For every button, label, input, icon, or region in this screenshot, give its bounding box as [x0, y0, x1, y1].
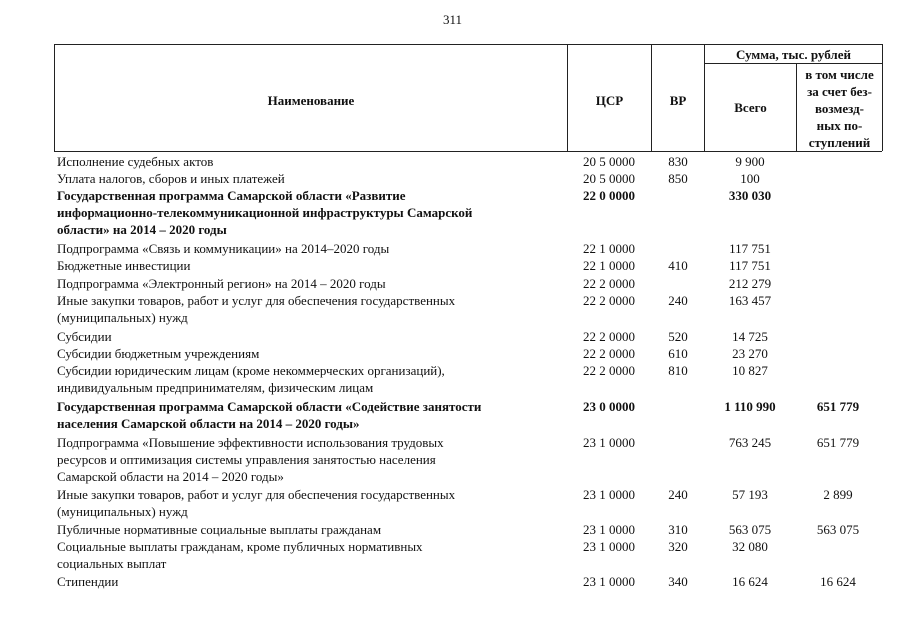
row-name-line: Публичные нормативные социальные выплаты гражданам	[57, 522, 382, 537]
row-name-line: ресурсов и оптимизация системы управления занятостью населения	[57, 452, 436, 467]
row-name-line: (муниципальных) нужд	[57, 310, 188, 325]
row-csr: 22 1 0000	[583, 258, 635, 273]
row-name	[57, 275, 567, 292]
header-top-border	[54, 44, 882, 45]
row-csr: 22 2 0000	[583, 329, 635, 344]
row-name	[57, 292, 567, 326]
row-vr: 610	[668, 346, 688, 361]
row-name	[57, 538, 567, 572]
row-name-line: Государственная программа Самарской области «Развитие	[57, 188, 406, 203]
page-number: 311	[442, 12, 463, 27]
row-vr: 310	[668, 522, 688, 537]
header-free-line: ступлений	[808, 135, 871, 150]
header-name: Наименование	[267, 93, 355, 108]
row-vr: 410	[668, 258, 688, 273]
row-vr: 240	[668, 293, 688, 308]
row-csr: 20 5 0000	[583, 171, 635, 186]
row-name-line: Социальные выплаты гражданам, кроме публичных нормативных	[57, 539, 423, 554]
row-free-receipts: 563 075	[816, 522, 860, 537]
row-name-line: Иные закупки товаров, работ и услуг для обеспечения государственных	[57, 293, 456, 308]
row-name	[57, 362, 567, 396]
row-name-line: Уплата налогов, сборов и иных платежей	[57, 171, 285, 186]
row-name-line: Бюджетные инвестиции	[57, 258, 191, 273]
header-right-border	[882, 44, 883, 151]
header-sum-group: Сумма, тыс. рублей	[736, 47, 851, 62]
row-free-receipts: 651 779	[816, 399, 860, 414]
header-free-line: ных по-	[816, 118, 863, 133]
row-name	[57, 240, 567, 257]
row-csr: 23 0 0000	[583, 399, 635, 414]
row-csr: 23 1 0000	[583, 539, 635, 554]
row-free-receipts: 16 624	[820, 574, 856, 589]
row-csr: 22 0 0000	[583, 188, 635, 203]
row-csr: 20 5 0000	[583, 154, 635, 169]
row-total: 57 193	[732, 487, 768, 502]
row-name	[57, 434, 567, 485]
row-name	[57, 153, 567, 170]
row-name-line: индивидуальным предпринимателям, физическим лицам	[57, 380, 374, 395]
row-vr: 240	[668, 487, 688, 502]
row-name-line: Субсидии	[57, 329, 112, 344]
row-total: 763 245	[728, 435, 772, 450]
row-name-line: Субсидии бюджетным учреждениям	[57, 346, 260, 361]
row-total: 9 900	[735, 154, 765, 169]
row-name-line: Подпрограмма «Повышение эффективности использования трудовых	[57, 435, 444, 450]
row-vr: 850	[668, 171, 688, 186]
row-name	[57, 328, 567, 345]
header-csr: ЦСР	[595, 93, 624, 108]
row-name-line: населения Самарской области на 2014 – 2020 годы»	[57, 416, 360, 431]
row-total: 163 457	[728, 293, 772, 308]
row-name-line: Подпрограмма «Электронный регион» на 2014 – 2020 годы	[57, 276, 386, 291]
row-total: 212 279	[728, 276, 772, 291]
row-vr: 830	[668, 154, 688, 169]
row-name-line: социальных выплат	[57, 556, 167, 571]
row-vr: 320	[668, 539, 688, 554]
row-vr: 810	[668, 363, 688, 378]
row-name-line: Стипендии	[57, 574, 119, 589]
row-csr: 22 2 0000	[583, 346, 635, 361]
sum-group-divider	[705, 63, 882, 64]
row-name-line: области» на 2014 – 2020 годы	[57, 222, 227, 237]
row-name	[57, 573, 567, 590]
row-name	[57, 486, 567, 520]
row-csr: 23 1 0000	[583, 435, 635, 450]
row-name	[57, 398, 567, 432]
row-name	[57, 187, 567, 238]
row-total: 10 827	[732, 363, 768, 378]
row-csr: 23 1 0000	[583, 487, 635, 502]
row-total: 16 624	[732, 574, 768, 589]
row-csr: 22 2 0000	[583, 293, 635, 308]
header-free-line: возмезд-	[815, 101, 864, 116]
row-vr: 520	[668, 329, 688, 344]
row-csr: 22 1 0000	[583, 241, 635, 256]
row-total: 14 725	[732, 329, 768, 344]
header-free-line: за счет без-	[807, 84, 872, 99]
row-name	[57, 345, 567, 362]
row-total: 563 075	[728, 522, 772, 537]
row-name-line: Подпрограмма «Связь и коммуникации» на 2014–2020 годы	[57, 241, 390, 256]
row-csr: 23 1 0000	[583, 522, 635, 537]
row-name-line: Государственная программа Самарской области «Содействие занятости	[57, 399, 482, 414]
row-total: 330 030	[728, 188, 772, 203]
row-name-line: информационно-телекоммуникационной инфраструктуры Самарской	[57, 205, 473, 220]
row-csr: 22 2 0000	[583, 363, 635, 378]
row-name	[57, 521, 567, 538]
row-total: 32 080	[732, 539, 768, 554]
row-name-line: Исполнение судебных актов	[57, 154, 214, 169]
header-vr: ВР	[669, 93, 687, 108]
row-total: 23 270	[732, 346, 768, 361]
row-csr: 23 1 0000	[583, 574, 635, 589]
row-vr: 340	[668, 574, 688, 589]
row-name	[57, 170, 567, 187]
row-total: 1 110 990	[724, 399, 776, 414]
row-free-receipts: 2 899	[823, 487, 853, 502]
row-total: 117 751	[729, 258, 771, 273]
row-name-line: Иные закупки товаров, работ и услуг для обеспечения государственных	[57, 487, 456, 502]
row-name-line: (муниципальных) нужд	[57, 504, 188, 519]
row-total: 117 751	[729, 241, 771, 256]
header-bottom-border	[54, 151, 882, 152]
row-free-receipts: 651 779	[816, 435, 860, 450]
header-total: Всего	[734, 100, 767, 115]
header-free-receipts	[797, 66, 882, 151]
row-csr: 22 2 0000	[583, 276, 635, 291]
row-name	[57, 257, 567, 274]
row-name-line: Субсидии юридическим лицам (кроме некоммерческих организаций),	[57, 363, 445, 378]
row-total: 100	[740, 171, 760, 186]
row-name-line: Самарской области на 2014 – 2020 годы»	[57, 469, 284, 484]
header-free-line: в том числе	[805, 67, 874, 82]
